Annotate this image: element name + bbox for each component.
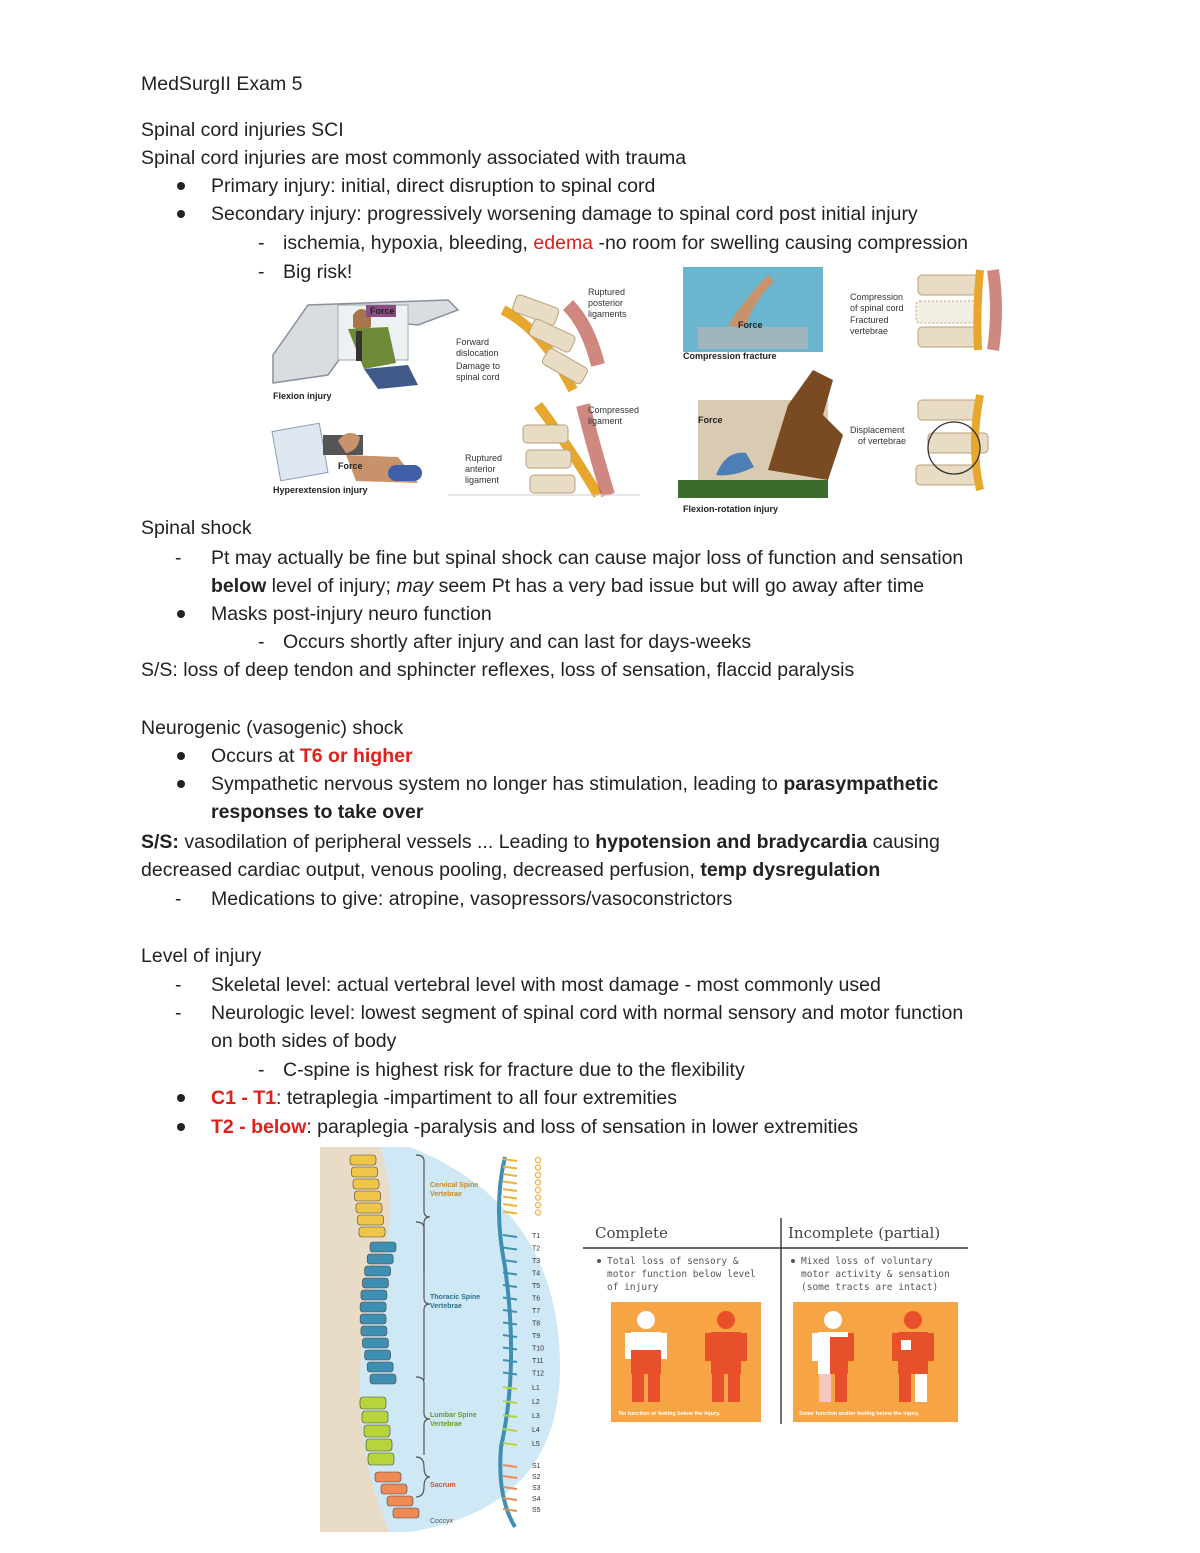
vertebra: [361, 1290, 387, 1300]
flexion-spine-detail: [456, 287, 627, 390]
vertebra: [358, 1215, 384, 1225]
vertebra: [360, 1302, 386, 1312]
level-label: S4: [532, 1496, 541, 1503]
svg-text:Forward: Forward: [456, 337, 490, 347]
vertebra: [356, 1203, 382, 1213]
sci-heading: Spinal cord injuries SCI: [141, 119, 344, 141]
hyperextension-spine-detail: [448, 405, 640, 495]
svg-text:anterior: anterior: [465, 464, 496, 474]
flexion-rotation-caption: Flexion-rotation injury: [683, 504, 779, 514]
level-label: L1: [532, 1385, 540, 1392]
compression-fracture-caption: Compression fracture: [683, 351, 777, 361]
spinal-shock-l1: Pt may actually be fine but spinal shock can cause major loss of function and sensation: [211, 547, 964, 569]
vertebra: [353, 1179, 379, 1189]
level-label: T4: [532, 1270, 541, 1278]
sci-primary: Primary injury: initial, direct disruption to spinal cord: [211, 175, 656, 197]
level-neuro2: on both sides of body: [211, 1030, 397, 1052]
vertebra: [368, 1453, 394, 1465]
svg-text:Sacrum: Sacrum: [430, 1482, 456, 1489]
svg-text:Cervical Spine: Cervical Spine: [430, 1182, 479, 1189]
vertebra: [370, 1374, 396, 1384]
svg-text:Vertebrae: Vertebrae: [430, 1191, 462, 1198]
level-label: T1: [532, 1233, 541, 1240]
svg-text:ligament: ligament: [465, 475, 500, 485]
neurogenic-symp: Sympathetic nervous system no longer has stimulation, leading to parasympathetic: [211, 773, 939, 795]
injury-mechanisms-figure: [268, 265, 1038, 515]
dash-marker: -: [175, 888, 182, 910]
vertebra: [366, 1439, 392, 1451]
vertebra: [352, 1167, 378, 1177]
svg-text:Mixed loss of voluntary: Mixed loss of voluntary: [801, 1256, 933, 1267]
vertebra: [375, 1472, 401, 1482]
spine-anatomy-figure: [320, 1147, 560, 1532]
level-label: T7: [532, 1308, 541, 1315]
svg-text:of spinal cord: of spinal cord: [850, 303, 904, 313]
vertebra: [362, 1338, 388, 1348]
spinal-shock-l2: below level of injury; may seem Pt has a very bad issue but will go away after time: [211, 575, 925, 597]
bullet-icon: [177, 752, 185, 760]
vertebra: [359, 1227, 385, 1237]
vertebra: [381, 1484, 407, 1494]
svg-text:posterior: posterior: [588, 298, 624, 308]
level-label: S5: [532, 1507, 541, 1514]
svg-text:of injury: of injury: [607, 1282, 659, 1293]
flexion-rotation-spine-detail: [850, 395, 988, 490]
svg-text:dislocation: dislocation: [456, 348, 499, 358]
svg-text:of vertebrae: of vertebrae: [858, 436, 907, 446]
bullet-icon: [177, 210, 185, 218]
svg-text:Lumbar Spine: Lumbar Spine: [430, 1412, 477, 1419]
vertebra: [370, 1242, 396, 1252]
svg-text:Vertebrae: Vertebrae: [430, 1421, 462, 1428]
dash-marker: -: [175, 1002, 182, 1024]
svg-text:motor function below level: motor function below level: [607, 1269, 756, 1280]
level-label: L5: [532, 1441, 540, 1448]
flexion-injury-caption: Flexion injury: [273, 391, 332, 401]
vertebra: [355, 1191, 381, 1201]
svg-text:Damage to: Damage to: [456, 361, 501, 371]
svg-text:Compressed: Compressed: [588, 405, 640, 415]
level-skeletal: Skeletal level: actual vertebral level with most damage - most commonly used: [211, 974, 881, 996]
level-label: T11: [532, 1358, 544, 1365]
sci-secondary: Secondary injury: progressively worsening damage to spinal cord post initial injury: [211, 203, 918, 225]
bullet-icon: [177, 1094, 185, 1102]
dash-marker: -: [258, 261, 265, 283]
level-cspine: C-spine is highest risk for fracture due to the flexibility: [283, 1059, 745, 1081]
spinal-shock-occurs: Occurs shortly after injury and can last for days-weeks: [283, 631, 752, 653]
hyperextension-caption: Hyperextension injury: [273, 485, 368, 495]
vertebra: [367, 1362, 393, 1372]
vertebra: [350, 1155, 376, 1165]
level-label: T6: [532, 1295, 541, 1303]
neurogenic-meds: Medications to give: atropine, vasopressors/vasoconstrictors: [211, 888, 733, 910]
vertebra: [393, 1508, 419, 1518]
vertebra: [365, 1266, 391, 1276]
force-label: Force: [338, 461, 363, 471]
svg-text:spinal cord: spinal cord: [456, 372, 500, 382]
svg-text:Fractured: Fractured: [850, 315, 889, 325]
level-label: L2: [532, 1399, 540, 1406]
sci-intro: Spinal cord injuries are most commonly associated with trauma: [141, 147, 687, 169]
vertebra: [362, 1278, 388, 1288]
svg-text:Coccyx: Coccyx: [430, 1518, 453, 1525]
svg-text:No function or feeling below t: No function or feeling below the injury.: [619, 1411, 721, 1417]
force-label: Force: [738, 320, 763, 330]
flexion-rotation-illustration: [678, 370, 843, 514]
level-c1: C1 - T1: tetraplegia -impartiment to all four extremities: [211, 1087, 678, 1109]
dash-marker: -: [258, 1059, 265, 1081]
neurogenic-ss2: decreased cardiac output, venous pooling, decreased perfusion, temp dysregulation: [141, 859, 881, 881]
flexion-injury-illustration: [273, 300, 458, 401]
level-label: S2: [532, 1474, 541, 1481]
level-label: T5: [532, 1283, 541, 1290]
svg-text:Some function and/or feeling b: Some function and/or feeling below the injury.: [799, 1411, 920, 1417]
vertebra: [362, 1411, 388, 1423]
level-label: T12: [532, 1370, 545, 1378]
level-label: S3: [532, 1485, 541, 1492]
level-label: L4: [532, 1427, 540, 1434]
spinal-shock-heading: Spinal shock: [141, 517, 252, 539]
bullet-icon: [177, 780, 185, 788]
vertebra: [360, 1397, 386, 1409]
svg-text:Vertebrae: Vertebrae: [430, 1303, 462, 1310]
bullet-icon: [177, 610, 185, 618]
neurogenic-symp2: responses to take over: [211, 801, 424, 823]
level-label: T9: [532, 1333, 541, 1340]
bullet-icon: [177, 182, 185, 190]
dash-marker: -: [258, 232, 265, 254]
complete-incomplete-figure: [583, 1212, 968, 1427]
force-label: Force: [370, 306, 395, 316]
level-label: T8: [532, 1320, 541, 1328]
spinal-shock-masks: Masks post-injury neuro function: [211, 603, 492, 625]
svg-text:Total loss of sensory &: Total loss of sensory &: [607, 1256, 739, 1267]
sci-sub1: ischemia, hypoxia, bleeding, edema -no room for swelling causing compression: [283, 232, 969, 254]
svg-text:ligament: ligament: [588, 416, 623, 426]
complete-title: Complete: [595, 1224, 668, 1242]
neurogenic-heading: Neurogenic (vasogenic) shock: [141, 717, 404, 739]
vertebra: [367, 1254, 393, 1264]
vertebra: [361, 1326, 387, 1336]
level-neuro1: Neurologic level: lowest segment of spinal cord with normal sensory and motor function: [211, 1002, 964, 1024]
vertebra: [360, 1314, 386, 1324]
compression-spine-detail: [850, 270, 996, 350]
level-label: T2: [532, 1245, 541, 1253]
page-title: MedSurgII Exam 5: [141, 73, 303, 95]
svg-text:Ruptured: Ruptured: [465, 453, 503, 463]
dash-marker: -: [258, 631, 265, 653]
svg-text:(some tracts are intact): (some tracts are intact): [801, 1282, 939, 1293]
bullet-icon: [177, 1123, 185, 1131]
svg-text:motor activity & sensation: motor activity & sensation: [801, 1269, 950, 1280]
svg-text:Ruptured: Ruptured: [588, 287, 626, 297]
svg-text:ligaments: ligaments: [588, 309, 627, 319]
level-label: T10: [532, 1345, 545, 1353]
level-label: S1: [532, 1463, 541, 1470]
vertebra: [364, 1425, 390, 1437]
vertebra: [387, 1496, 413, 1506]
neurogenic-occurs: Occurs at T6 or higher: [211, 745, 413, 767]
level-t2: T2 - below: paraplegia -paralysis and loss of sensation in lower extremities: [211, 1116, 859, 1138]
spinal-shock-ss: S/S: loss of deep tendon and sphincter reflexes, loss of sensation, flaccid paralysis: [141, 659, 855, 681]
level-label: L3: [532, 1413, 540, 1420]
neurogenic-ss: S/S: vasodilation of peripheral vessels ... Leading to hypotension and bradycardia causing: [141, 831, 940, 853]
force-label: Force: [698, 415, 723, 425]
svg-text:Displacement: Displacement: [850, 425, 905, 435]
dash-marker: -: [175, 974, 182, 996]
dash-marker: -: [175, 547, 182, 569]
svg-text:Compression: Compression: [850, 292, 904, 302]
level-heading: Level of injury: [141, 945, 262, 967]
vertebra: [365, 1350, 391, 1360]
svg-text:vertebrae: vertebrae: [850, 326, 889, 336]
sci-sub2: Big risk!: [283, 261, 353, 283]
level-label: T3: [532, 1258, 541, 1265]
svg-text:Thoracic Spine: Thoracic Spine: [430, 1294, 481, 1301]
hyperextension-illustration: [272, 423, 422, 495]
incomplete-title: Incomplete (partial): [788, 1224, 941, 1242]
compression-fracture-illustration: [683, 267, 823, 361]
